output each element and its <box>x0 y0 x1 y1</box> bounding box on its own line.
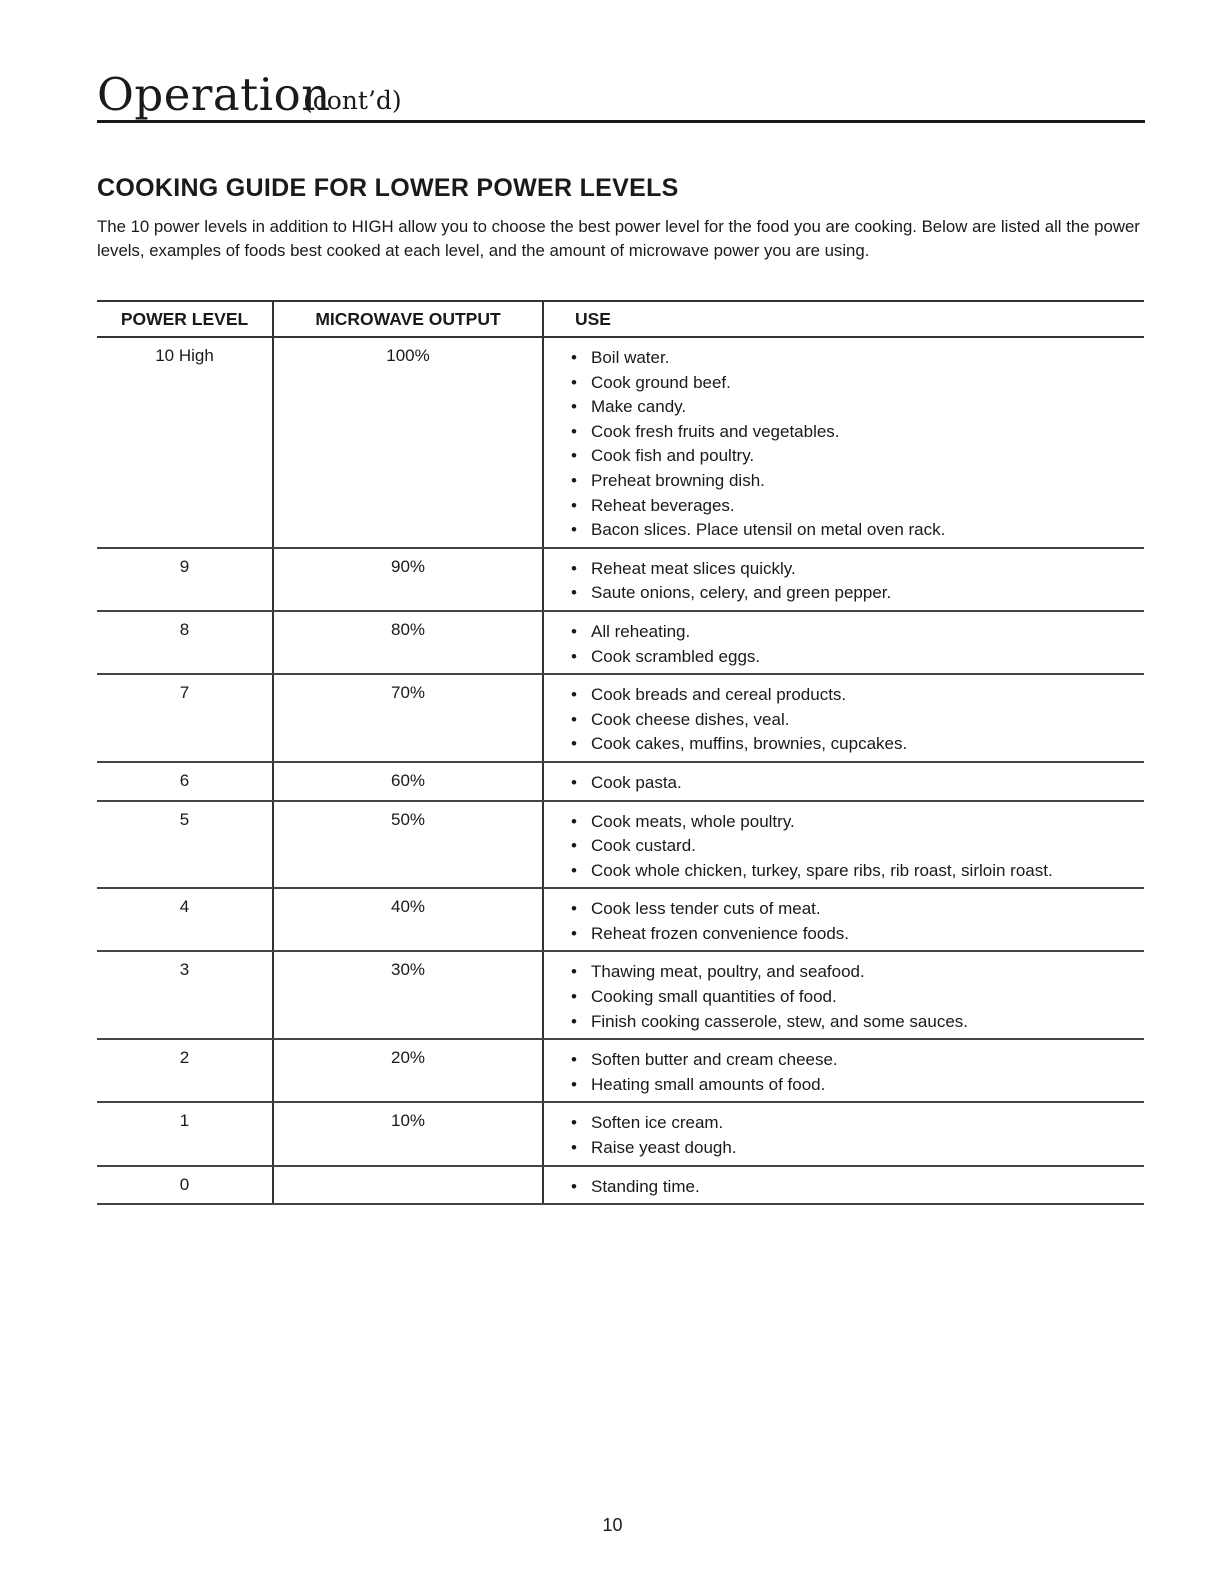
use-cell <box>543 1102 1144 1165</box>
use-list-item: • Reheat frozen convenience foods. <box>571 922 1144 947</box>
use-list-item: • Reheat meat slices quickly. <box>571 557 1144 582</box>
table-row <box>97 337 1144 548</box>
table-row <box>97 548 1144 611</box>
use-list <box>571 620 1144 669</box>
use-list-item: • Thawing meat, poultry, and seafood. <box>571 960 1144 985</box>
column-header-microwave-output: MICROWAVE OUTPUT <box>273 301 543 337</box>
column-header-use: USE <box>543 301 1144 337</box>
power-level-cell: 2 <box>97 1039 273 1102</box>
use-list <box>571 960 1144 1034</box>
microwave-output-cell: 60% <box>273 762 543 801</box>
use-list <box>571 346 1144 543</box>
use-list <box>571 897 1144 946</box>
use-list-item: • Cook scrambled eggs. <box>571 645 1144 670</box>
table-row <box>97 801 1144 889</box>
table-body <box>97 337 1144 1204</box>
use-list <box>571 1048 1144 1097</box>
use-cell <box>543 674 1144 762</box>
use-list-item: • All reheating. <box>571 620 1144 645</box>
table-row <box>97 1166 1144 1205</box>
use-list-item: • Soften butter and cream cheese. <box>571 1048 1144 1073</box>
use-list-item: • Cook pasta. <box>571 771 1144 796</box>
microwave-output-cell: 30% <box>273 951 543 1039</box>
use-list <box>571 771 1144 796</box>
table-row <box>97 1039 1144 1102</box>
microwave-output-cell: 20% <box>273 1039 543 1102</box>
use-cell <box>543 1166 1144 1205</box>
microwave-output-cell: 10% <box>273 1102 543 1165</box>
table-row <box>97 951 1144 1039</box>
microwave-output-cell: 100% <box>273 337 543 548</box>
use-cell <box>543 1039 1144 1102</box>
use-list-item: • Boil water. <box>571 346 1144 371</box>
use-list-item: • Cook fresh fruits and vegetables. <box>571 420 1144 445</box>
section-title: COOKING GUIDE FOR LOWER POWER LEVELS <box>97 174 679 202</box>
table-row <box>97 1102 1144 1165</box>
table-header-row <box>97 301 1144 337</box>
use-cell <box>543 762 1144 801</box>
power-level-cell: 3 <box>97 951 273 1039</box>
power-level-cell: 6 <box>97 762 273 801</box>
intro-paragraph: The 10 power levels in addition to HIGH allow you to choose the best power level for the food you are cooking. Below are listed all the power levels, examples of foods best cooked at each level, and the amount of microwave power you are using. <box>97 217 1140 260</box>
microwave-output-cell <box>273 1166 543 1205</box>
use-cell <box>543 337 1144 548</box>
use-list-item: • Standing time. <box>571 1175 1144 1200</box>
power-level-cell: 8 <box>97 611 273 674</box>
use-list-item: • Cook custard. <box>571 834 1144 859</box>
microwave-output-cell: 50% <box>273 801 543 889</box>
use-list-item: • Preheat browning dish. <box>571 469 1144 494</box>
use-list-item: • Soften ice cream. <box>571 1111 1144 1136</box>
use-list-item: • Cook meats, whole poultry. <box>571 810 1144 835</box>
table-row <box>97 762 1144 801</box>
use-list <box>571 810 1144 884</box>
power-level-cell: 10 High <box>97 337 273 548</box>
use-cell <box>543 951 1144 1039</box>
use-list-item: • Cook less tender cuts of meat. <box>571 897 1144 922</box>
use-list-item: • Cook fish and poultry. <box>571 444 1144 469</box>
table-row <box>97 611 1144 674</box>
power-level-cell: 7 <box>97 674 273 762</box>
power-level-table <box>97 300 1144 1205</box>
use-list-item: • Cook ground beef. <box>571 371 1144 396</box>
use-list-item: • Cook cakes, muffins, brownies, cupcakes. <box>571 732 1144 757</box>
use-list-item: • Cooking small quantities of food. <box>571 985 1144 1010</box>
use-cell <box>543 801 1144 889</box>
table-row <box>97 674 1144 762</box>
microwave-output-cell: 80% <box>273 611 543 674</box>
use-list <box>571 557 1144 606</box>
microwave-output-cell: 90% <box>273 548 543 611</box>
power-level-cell: 9 <box>97 548 273 611</box>
header-title: Operation <box>97 68 331 121</box>
use-cell <box>543 548 1144 611</box>
header-title-suffix: (cont’d) <box>303 86 402 115</box>
table-row <box>97 888 1144 951</box>
use-list <box>571 683 1144 757</box>
microwave-output-cell: 40% <box>273 888 543 951</box>
use-list <box>571 1175 1144 1200</box>
use-list-item: • Cook whole chicken, turkey, spare ribs, rib roast, sirloin roast. <box>571 859 1144 884</box>
power-level-cell: 1 <box>97 1102 273 1165</box>
use-cell <box>543 888 1144 951</box>
use-list-item: • Saute onions, celery, and green pepper. <box>571 581 1144 606</box>
use-list-item: • Bacon slices. Place utensil on metal oven rack. <box>571 518 1144 543</box>
use-list-item: • Make candy. <box>571 395 1144 420</box>
use-list <box>571 1111 1144 1160</box>
power-level-cell: 5 <box>97 801 273 889</box>
use-list-item: • Cook cheese dishes, veal. <box>571 708 1144 733</box>
page-header <box>97 62 1145 123</box>
column-header-power-level: POWER LEVEL <box>97 301 273 337</box>
use-list-item: • Reheat beverages. <box>571 494 1144 519</box>
use-list-item: • Finish cooking casserole, stew, and some sauces. <box>571 1010 1144 1035</box>
power-level-cell: 4 <box>97 888 273 951</box>
use-list-item: • Raise yeast dough. <box>571 1136 1144 1161</box>
use-list-item: • Heating small amounts of food. <box>571 1073 1144 1098</box>
microwave-output-cell: 70% <box>273 674 543 762</box>
page-number: 10 <box>602 1515 623 1535</box>
use-list-item: • Cook breads and cereal products. <box>571 683 1144 708</box>
power-level-cell: 0 <box>97 1166 273 1205</box>
use-cell <box>543 611 1144 674</box>
